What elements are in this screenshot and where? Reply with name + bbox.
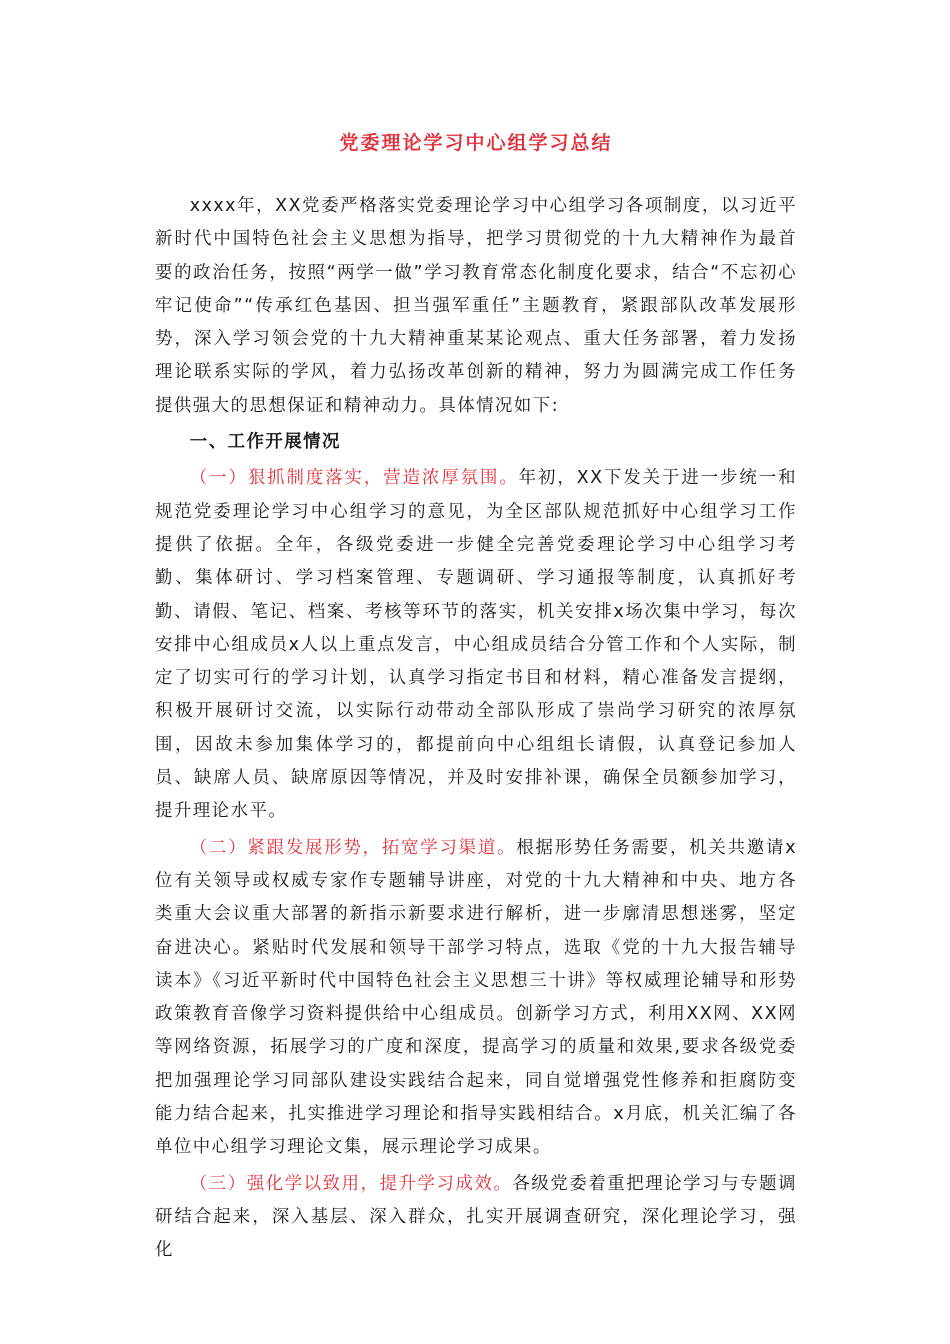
item-paragraph-2: [155, 832, 797, 1165]
document-page: [155, 0, 797, 1268]
item-lead-3: （三）强化学以致用，提升学习成效。: [189, 1173, 513, 1194]
item-body-3: 各级党委着重把理论学习与专题调研结合起来，深入基层、深入群众，扎实开展调查研究，深化理论学习，强化: [155, 1173, 797, 1261]
item-paragraph-1: [155, 462, 797, 828]
intro-paragraph: xxxx年，XX党委严格落实党委理论学习中心组学习各项制度，以习近平新时代中国特色社会主义思想为指导，把学习贯彻党的十九大精神作为最首要的政治任务，按照“两学一做”学习教育常态化制度化要求，结合“不忘初心牢记使命”“传承红色基因、担当强军重任”主题教育，紧跟部队改革发展形势，深入学习领会党的十九大精神重某某论观点、重大任务部署，着力发扬理论联系实际的学风，着力弘扬改革创新的精神，努力为圆满完成工作任务提供强大的思想保证和精神动力。具体情况如下:: [155, 196, 797, 416]
section-heading-work: 一、工作开展情况: [189, 432, 341, 453]
item-body-2: 根据形势任务需要，机关共邀请x位有关领导或权威专家作专题辅导讲座，对党的十九大精神和中央、地方各类重大会议重大部署的新指示新要求进行解析，进一步廓清思想迷雾，坚定奋进决心。紧贴时代发展和领导干部学习特点，选取《党的十九大报告辅导读本》《习近平新时代中国特色社会主义思想三十讲》等权威理论辅导和形势政策教育音像学习资料提供给中心组成员。创新学习方式，利用XX网、XX网等网络资源，拓展学习的广度和深度，提高学习的质量和效果,要求各级党委把加强理论学习同部队建设实践结合起来，同自觉增强党性修养和拒腐防变能力结合起来，扎实推进学习理论和指导实践相结合。x月底，机关汇编了各单位中心组学习理论文集，展示理论学习成果。: [155, 837, 797, 1158]
item-paragraph-3: [155, 1168, 797, 1268]
item-lead-2: （二）紧跟发展形势，拓宽学习渠道。: [189, 837, 517, 858]
document-title: 党委理论学习中心组学习总结: [339, 132, 613, 154]
item-body-1: 年初，XX下发关于进一步统一和规范党委理论学习中心组学习的意见，为全区部队规范抓好中心组学习工作提供了依据。全年，各级党委进一步健全完善党委理论学习中心组学习考勤、集体研讨、学习档案管理、专题调研、学习通报等制度，认真抓好考勤、请假、笔记、档案、考核等环节的落实，机关安排x场次集中学习，每次安排中心组成员x人以上重点发言，中心组成员结合分管工作和个人实际，制定了切实可行的学习计划，认真学习指定书目和材料，精心准备发言提纲，积极开展研讨交流，以实际行动带动全部队形成了崇尚学习研究的浓厚氛围，因故未参加集体学习的，都提前向中心组组长请假，认真登记参加人员、缺席人员、缺席原因等情况，并及时安排补课，确保全员额参加学习，提升理论水平。: [155, 468, 797, 822]
item-lead-1: （一）狠抓制度落实，营造浓厚氛围。: [189, 468, 519, 489]
